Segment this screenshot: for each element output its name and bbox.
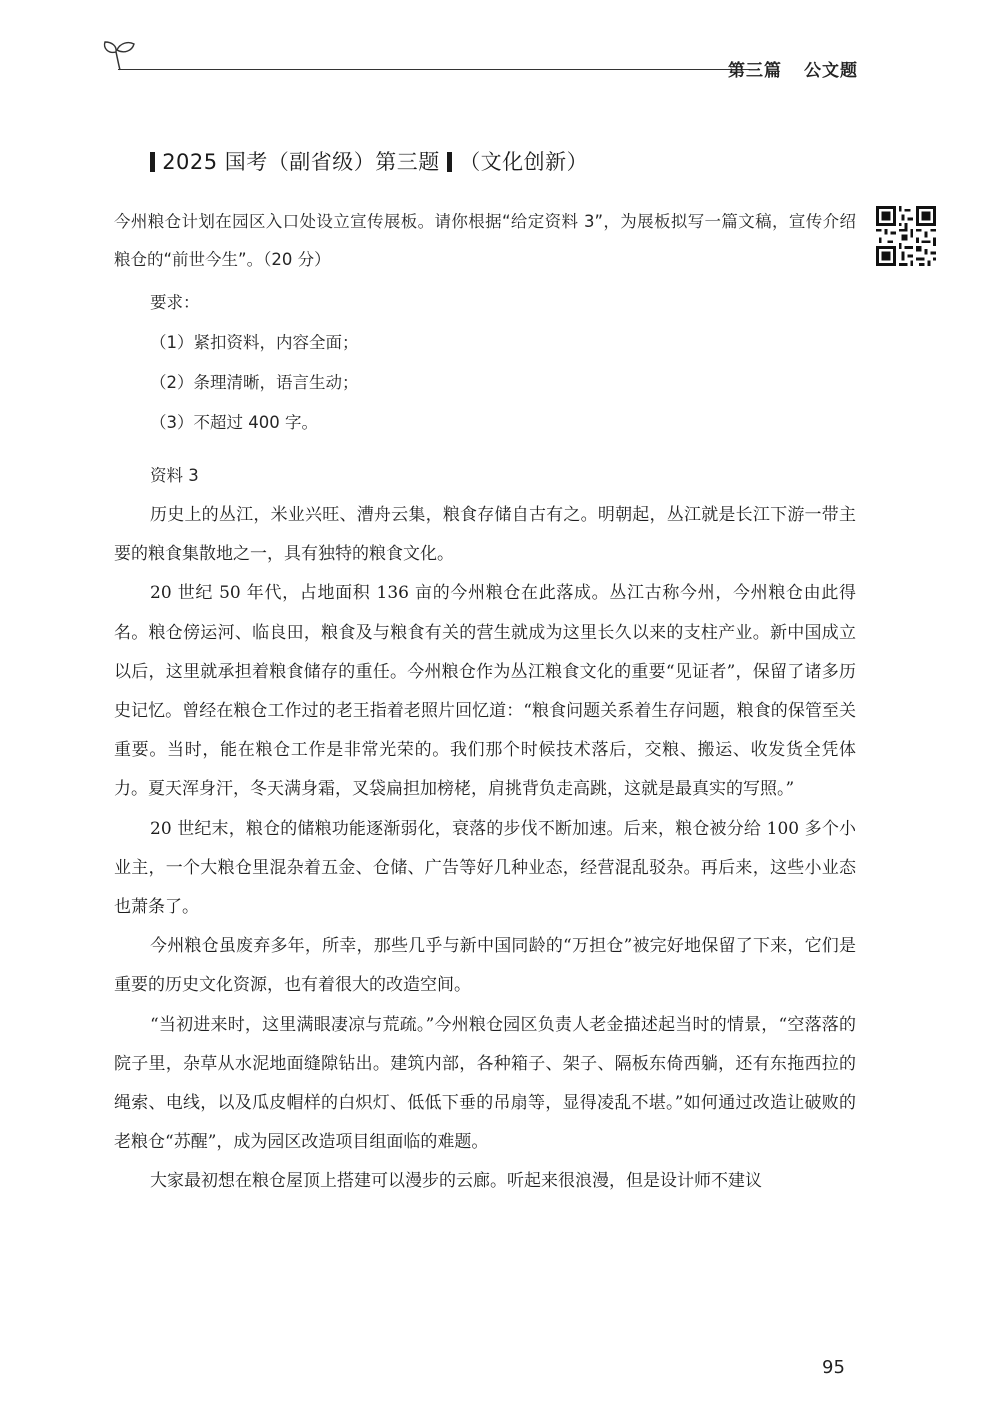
material-paragraph: 20 世纪末，粮仓的储粮功能逐渐弱化，衰落的步伐不断加速。后来，粮仓被分给 100 多个小业主，一个大粮仓里混杂着五金、仓储、广告等好几种业态，经营混乱驳杂。再后来，这些小业态也萧条了。 xyxy=(114,818,856,918)
material-paragraph: 大家最初想在粮仓屋顶上搭建可以漫步的云廊。听起来很浪漫，但是设计师不建议 xyxy=(150,1171,762,1192)
question-title xyxy=(150,146,588,176)
requirement-item: （1）紧扣资料，内容全面； xyxy=(150,333,359,352)
title-bar-left xyxy=(150,152,155,172)
material-label: 资料 3 xyxy=(150,466,199,485)
header-section: 公文题 xyxy=(804,61,858,81)
header-title xyxy=(728,56,858,81)
material-body xyxy=(114,496,856,1202)
question-tag: （文化创新） xyxy=(459,150,589,174)
question-title-text: 2025 国考（副省级）第三题 xyxy=(162,150,440,174)
requirement-item: （2）条理清晰，语言生动； xyxy=(150,373,359,392)
qr-code-icon xyxy=(876,206,936,266)
title-bar-right xyxy=(447,152,452,172)
header-part: 第三篇 xyxy=(728,61,782,81)
page-number: 95 xyxy=(822,1357,845,1378)
material-paragraph: 历史上的丛江，米业兴旺、漕舟云集，粮食存储自古有之。明朝起，丛江就是长江下游一带主要的粮食集散地之一，具有独特的粮食文化。 xyxy=(114,505,856,565)
requirement-item: （3）不超过 400 字。 xyxy=(150,413,318,432)
running-header xyxy=(100,40,860,80)
question-prompt: 今州粮仓计划在园区入口处设立宣传展板。请你根据“给定资料 3”，为展板拟写一篇文稿，宣传介绍粮仓的“前世今生”。（20 分） xyxy=(114,212,856,269)
material-paragraph: 今州粮仓虽废弃多年，所幸，那些几乎与新中国同龄的“万担仓”被完好地保留了下来，它们是重要的历史文化资源，也有着很大的改造空间。 xyxy=(114,936,856,996)
header-rule xyxy=(118,69,750,70)
material-paragraph: “当初进来时，这里满眼凄凉与荒疏。”今州粮仓园区负责人老金描述起当时的情景，“空落落的院子里，杂草从水泥地面缝隙钻出。建筑内部，各种箱子、架子、隔板东倚西躺，还有东拖西拉的绳索、电线，以及瓜皮帽样的白炽灯、低低下垂的吊扇等，显得凌乱不堪。”如何通过改造让破败的老粮仓“苏醒”，成为园区改造项目组面临的难题。 xyxy=(114,1014,856,1153)
requirements-label: 要求： xyxy=(150,293,200,312)
material-paragraph: 20 世纪 50 年代，占地面积 136 亩的今州粮仓在此落成。丛江古称今州，今州粮仓由此得名。粮仓傍运河、临良田，粮食及与粮食有关的营生就成为这里长久以来的支柱产业。新中国成立以后，这里就承担着粮食储存的重任。今州粮仓作为丛江粮食文化的重要“见证者”，保留了诸多历史记忆。曾经在粮仓工作过的老王指着老照片回忆道：“粮食问题关系着生存问题，粮食的保管至关重要。当时，能在粮仓工作是非常光荣的。我们那个时候技术落后，交粮、搬运、收发货全凭体力。夏天浑身汗，冬天满身霜，叉袋扁担加榜栳，肩挑背负走高跳，这就是最真实的写照。” xyxy=(114,583,856,800)
